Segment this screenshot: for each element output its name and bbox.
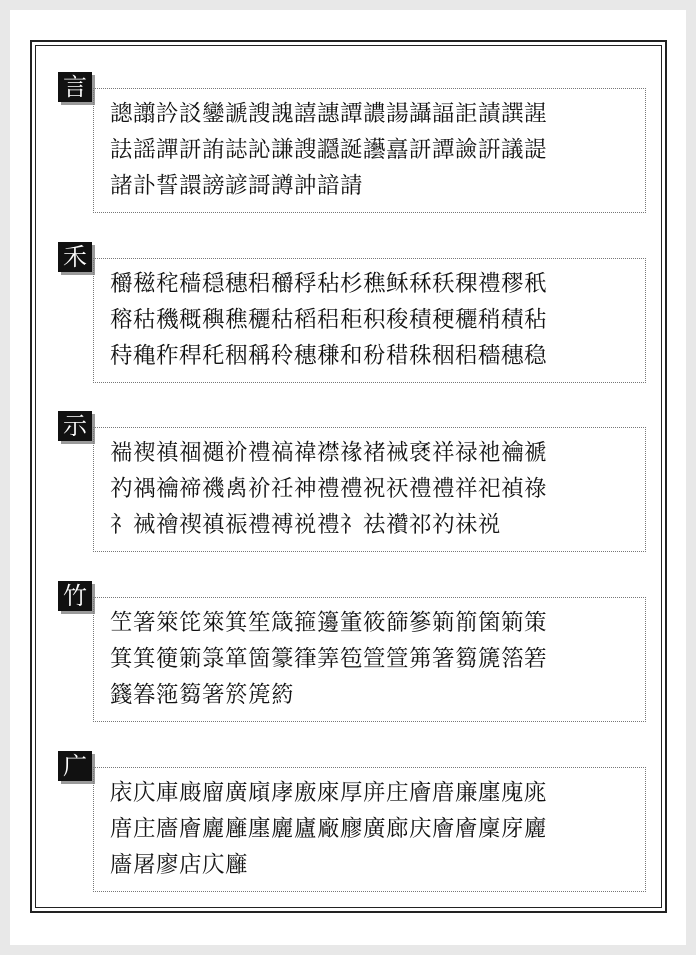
character-line: 籛箺筂篘箸箊箎箹 — [110, 682, 295, 708]
character-box — [93, 427, 646, 552]
character-line: 秲穐秨稈秅秵稱秢穗稴和秎稓秼秵稆穡穗稳 — [110, 343, 548, 369]
character-line: 褍褉禛祻禵祄禮禞禕襟禒褚祴褎祥禄祂禴禠 — [110, 440, 548, 466]
character-line: 笁箸箂笓箂箕笙箴箍籩箽筱篩篸箣箾箘箣策 — [110, 610, 548, 636]
radical-label: 广 — [58, 751, 92, 781]
character-box — [93, 258, 646, 383]
radical-label: 竹 — [58, 581, 92, 611]
character-line: 庴庄廧廥廲廱廛廲廬廠廫廣廊庆廥廥廩庌廲 — [110, 816, 548, 842]
border-frame-inner — [35, 45, 662, 908]
character-box — [93, 88, 646, 213]
character-line: 礻祴禬禊禛祳禮禣祱禮礻祛禶祁礿祙祱 — [110, 512, 502, 538]
character-line: 謥譾訡訤鑾謕謏謉譆譓譚譨諹讘諨詎謮譔謃 — [110, 101, 548, 127]
character-line: 庡庂庫廄廇廣廎庨廒庲厚庰庄廥庴廉廛廆庣 — [110, 780, 548, 806]
character-box — [93, 767, 646, 892]
page — [10, 10, 686, 945]
radical-label: 言 — [58, 72, 92, 102]
character-line: 穃秙穖穊穥穛穲秙稻稆秬积稄積稉穲稍積秥 — [110, 307, 548, 333]
radical-label: 禾 — [58, 242, 92, 272]
radical-label: 示 — [58, 411, 92, 441]
character-line: 詓謡譂訮詴誌訫謙謏讔誕讛譶訮譚譣詽議諟 — [110, 137, 548, 163]
character-line: 廧屠廖店庂廱 — [110, 852, 249, 878]
character-line: 穱稵秺穑穏穗稆穱稃秥杉穛稣秝秗稞禮穋秖 — [110, 271, 548, 297]
character-line: 諸訃誓譞謗諺謌譐訲諳請 — [110, 173, 364, 199]
character-line: 礿禑禴禘禨禼祄祍神禮禮祝祆禮禮祥祀禎祿 — [110, 476, 548, 502]
character-line: 箕箕箯箣箓箪箇籇箻筭笣箮箮笰箸篘篪箈箬 — [110, 646, 548, 672]
border-frame — [30, 40, 667, 913]
character-box — [93, 597, 646, 722]
